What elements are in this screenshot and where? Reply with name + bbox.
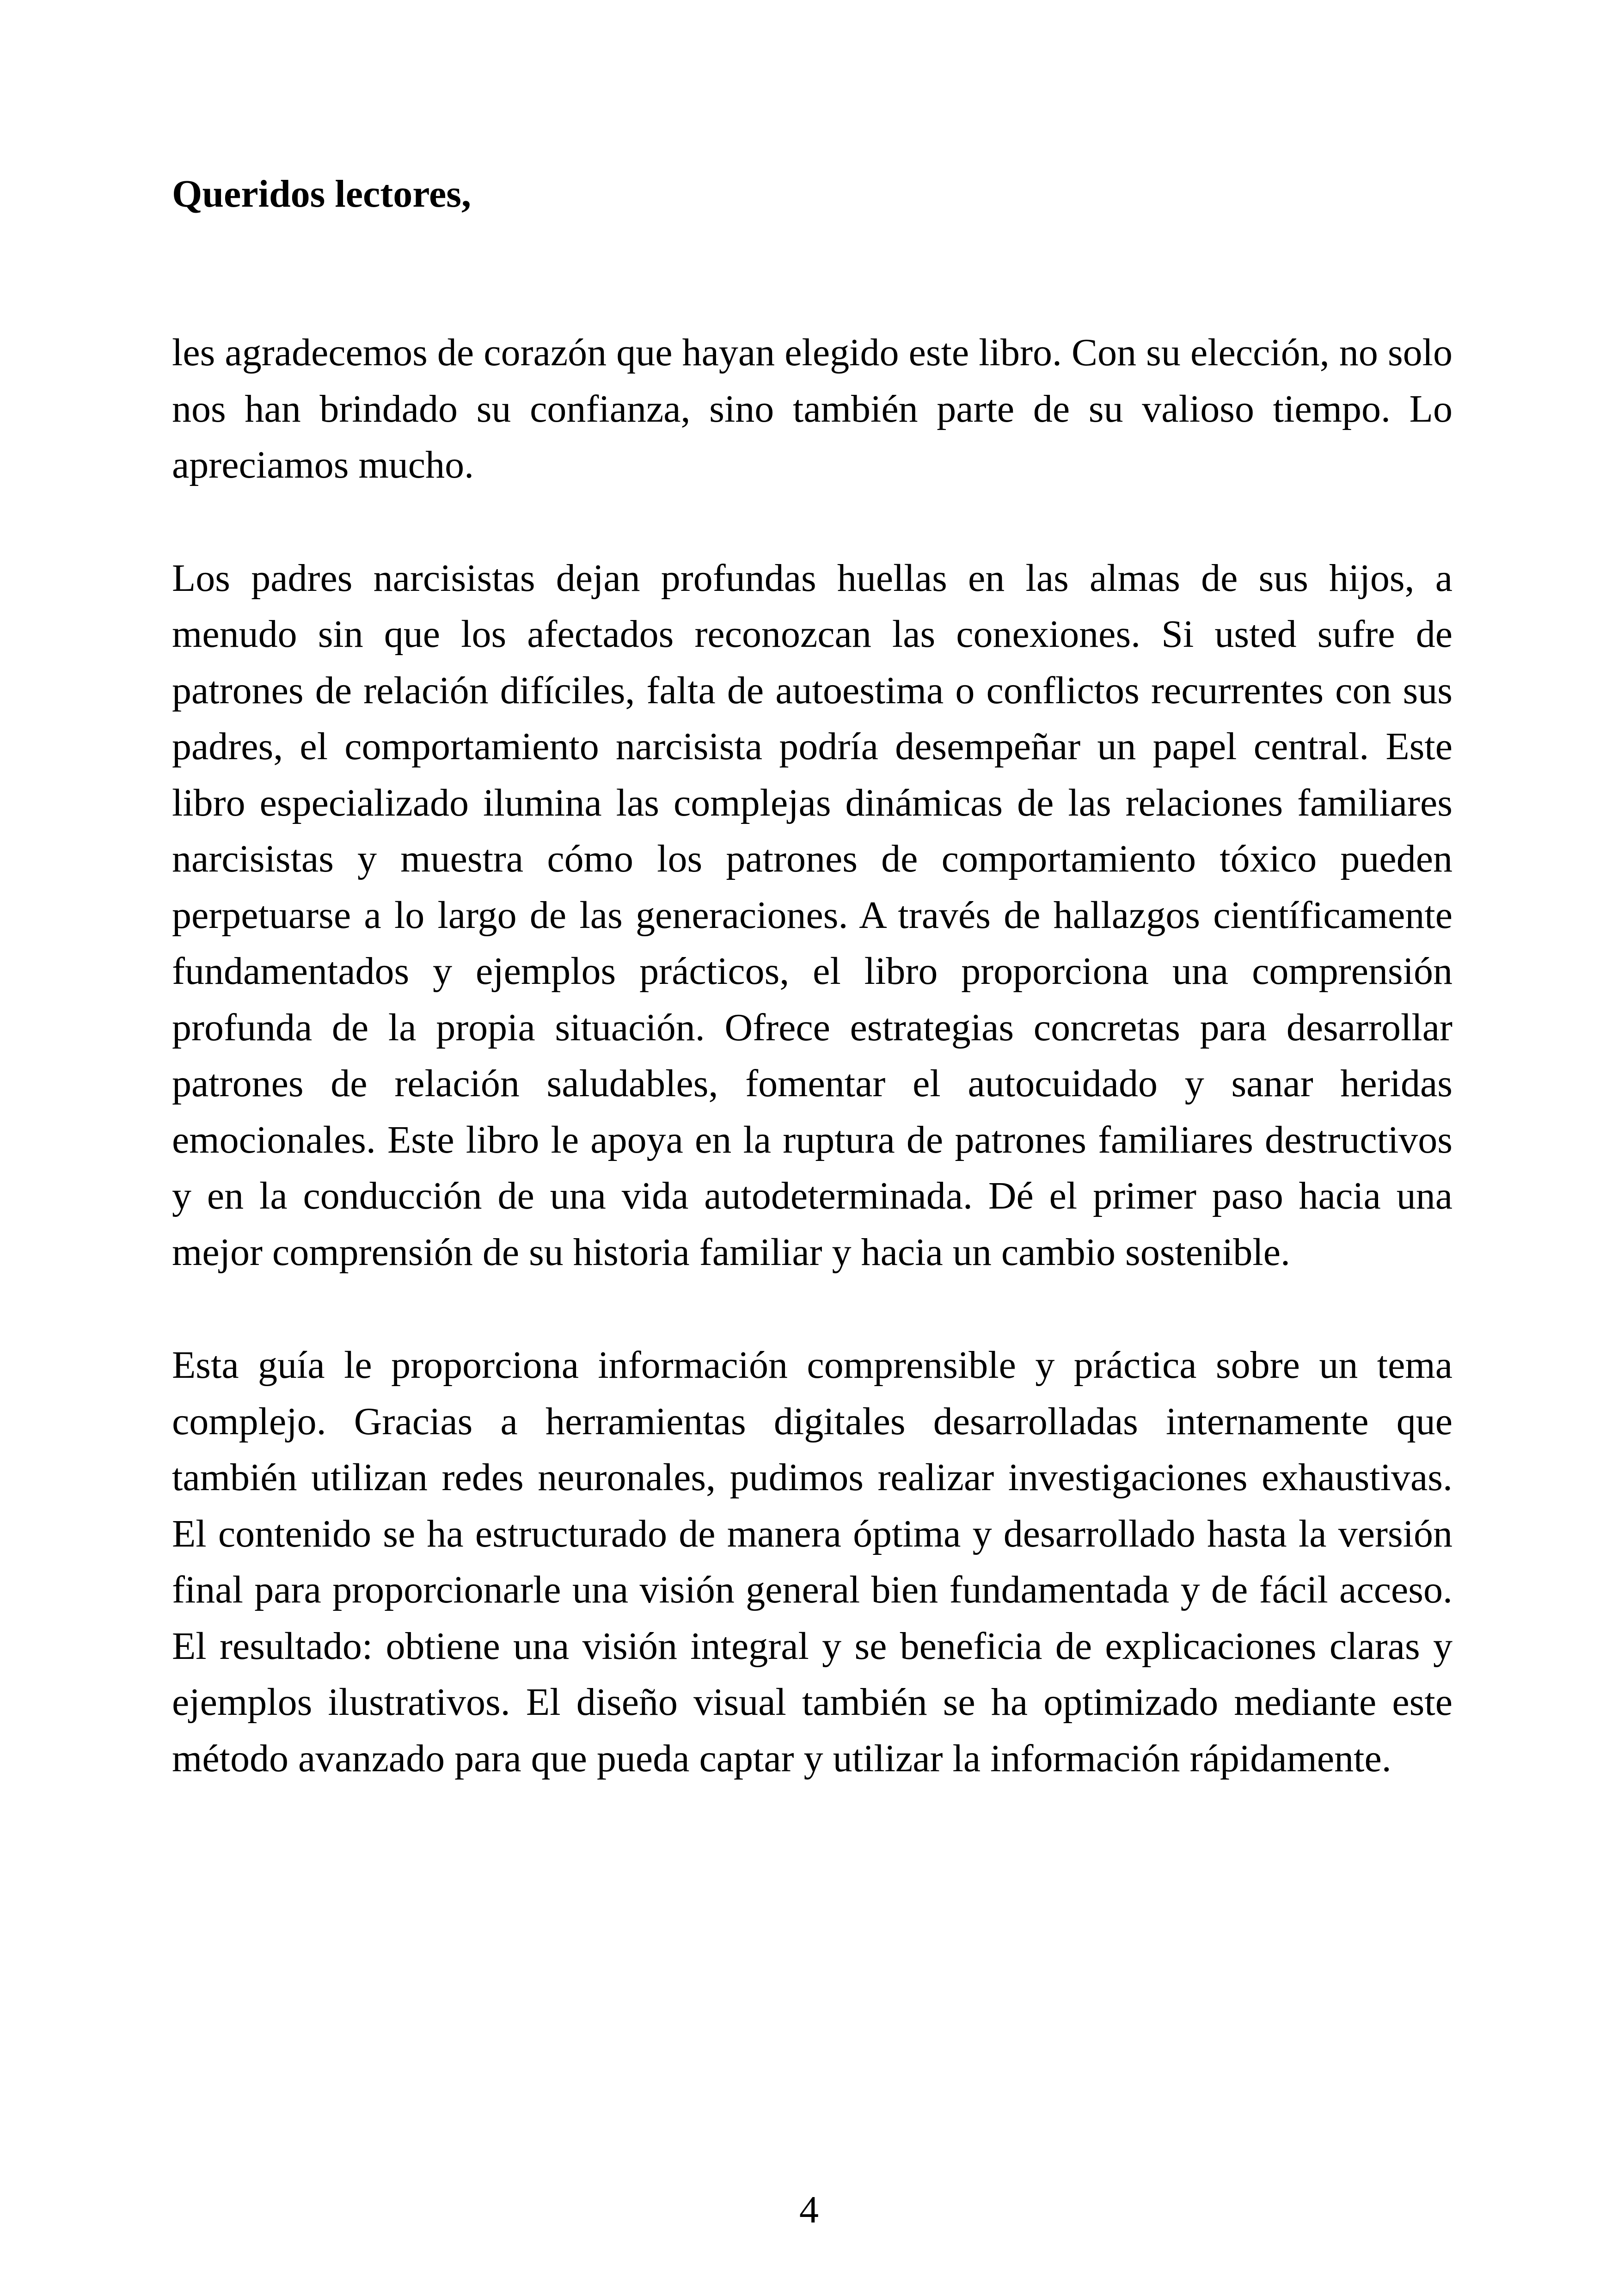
page-number: 4 <box>799 2188 819 2231</box>
greeting-heading: Queridos lectores, <box>172 172 471 215</box>
page-content <box>172 166 1453 1786</box>
paragraph-thanks: les agradecemos de corazón que hayan elegido este libro. Con su elección, no solo nos han brindado su confianza, sino también parte de su valioso tiempo. Lo apreciamos mucho. <box>172 331 1453 486</box>
paragraph-guide-info: Esta guía le proporciona información comprensible y práctica sobre un tema complejo. Gracias a herramientas digitales desarrolladas internamente que también utilizan redes neuronales, pudimos realizar investigaciones exhaustivas. El contenido se ha estructurado de manera óptima y desarrollado hasta la versión final para proporcionarle una visión general bien fundamentada y de fácil acceso. El resultado: obtiene una visión integral y se beneficia de explicaciones claras y ejemplos ilustrativos. El diseño visual también se ha optimizado mediante este método avanzado para que pueda captar y utilizar la información rápidamente. <box>172 1344 1453 1780</box>
paragraph-book-description: Los padres narcisistas dejan profundas huellas en las almas de sus hijos, a menudo sin que los afectados reconozcan las conexiones. Si usted sufre de patrones de relación difíciles, falta de autoestima o conflictos recurrentes con sus padres, el comportamiento narcisista podría desempeñar un papel central. Este libro especializado ilumina las complejas dinámicas de las relaciones familiares narcisistas y muestra cómo los patrones de comportamiento tóxico pueden perpetuarse a lo largo de las generaciones. A través de hallazgos científicamente fundamentados y ejemplos prácticos, el libro proporciona una comprensión profunda de la propia situación. Ofrece estrategias concretas para desarrollar patrones de relación saludables, fomentar el autocuidado y sanar heridas emocionales. Este libro le apoya en la ruptura de patrones familiares destructivos y en la conducción de una vida autodeterminada. Dé el primer paso hacia una mejor comprensión de su historia familiar y hacia un cambio sostenible. <box>172 556 1453 1274</box>
